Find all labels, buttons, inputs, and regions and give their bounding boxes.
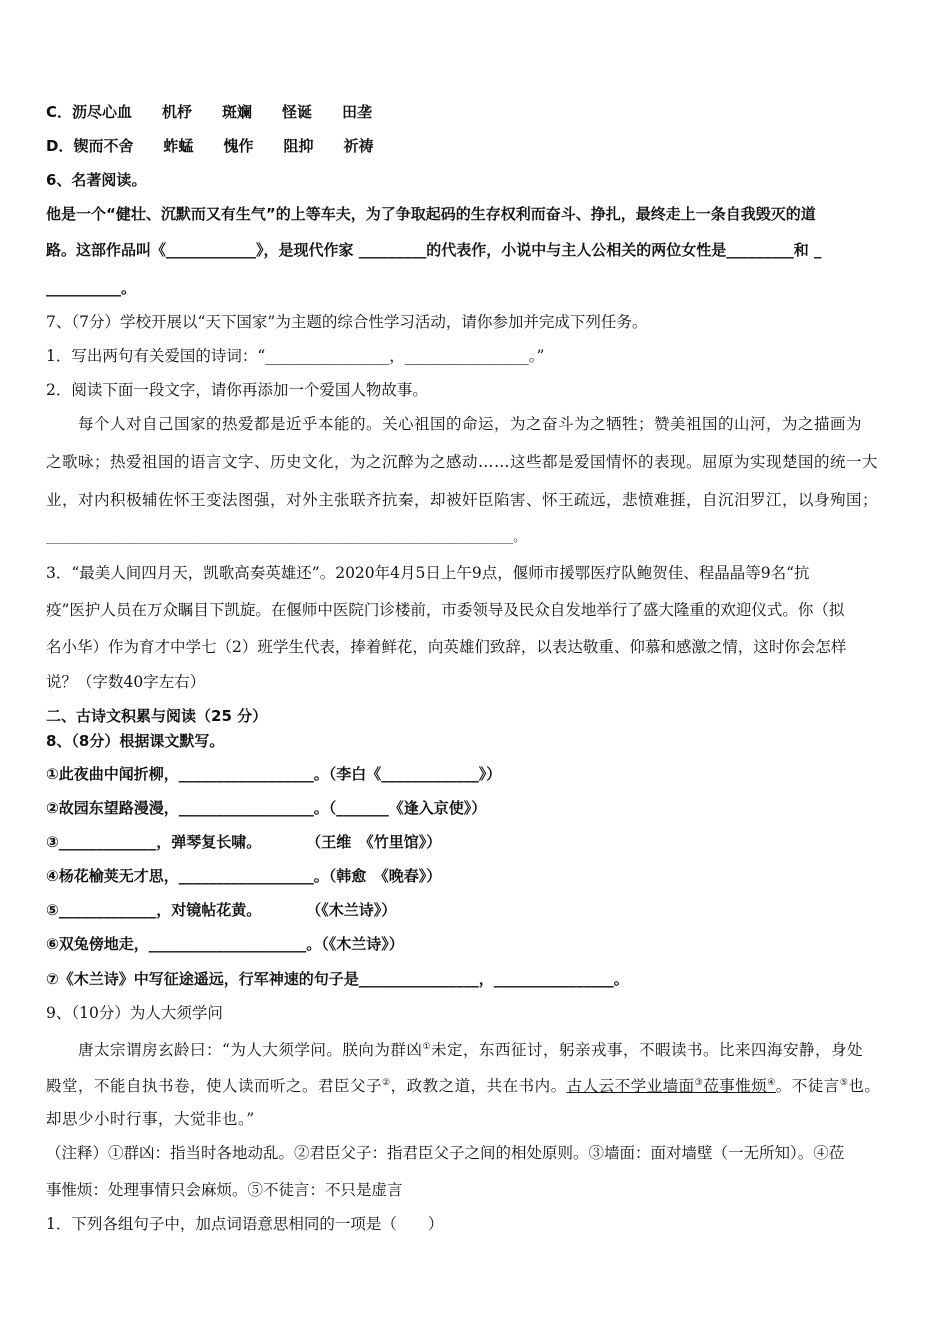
question-9-title: 9、（10分）为人大须学问 (46, 1004, 223, 1022)
recite-line-3: ③_____________，弹琴复长啸。 （王维 《竹里馆》） (46, 833, 442, 851)
annotation-line: 事惟烦：处理事情只会麻烦。⑤不徒言：不只是虚言 (46, 1181, 403, 1199)
text: 古人云不学业墙面 (566, 1077, 695, 1096)
question-7-3: 说？（字数40字左右） (46, 673, 206, 691)
section-2-heading: 二、古诗文积累与阅读（25 分） (46, 707, 268, 725)
recite-line-6: ⑥双兔傍地走，_____________________。（《木兰诗》） (46, 935, 404, 953)
underlined-sentence (567, 1077, 776, 1095)
text: 莅事惟烦 (703, 1077, 768, 1096)
classical-text-line: 却思少小时行事，大觉非也。” (46, 1110, 255, 1128)
classical-text-line (46, 1073, 880, 1096)
question-6-title: 6、名著阅读。 (46, 171, 147, 189)
answer-blank: ____________________________________________________________________________。 (46, 530, 526, 544)
question-7-3: 疫”医护人员在万众瞩目下凯旋。在偃师中医院门诊楼前，市委领导及民众自发地举行了盛大隆重的欢迎仪式。你（拟 (46, 601, 845, 619)
passage-line: 每个人对自己国家的热爱都是近乎本能的。关心祖国的命运，为之奋斗为之牺牲；赞美祖国的山河，为之描画为 (78, 415, 863, 433)
recite-line-2: ②故园东望路漫漫，__________________。（_______《逢入京使》） (46, 799, 487, 817)
recite-line-4: ④杨花榆荚无才思，__________________。（韩愈 《晚春》） (46, 867, 442, 885)
classical-text-line (78, 1037, 863, 1060)
option-c: C．沥尽心血 机杼 斑斓 怪诞 田垄 (46, 103, 373, 121)
text: 唐太宗谓房玄龄曰：“为人大须学问。朕向为群凶 (78, 1041, 423, 1060)
text: ，政教之道，共在书内。 (390, 1077, 567, 1096)
footnote-mark: ② (382, 1078, 391, 1088)
recite-line-5: ⑤_____________，对镜帖花黄。 （《木兰诗》） (46, 901, 397, 919)
question-7-2: 2．阅读下面一段文字，请你再添加一个爱国人物故事。 (46, 381, 428, 399)
question-8-title: 8、（8分）根据课文默写。 (46, 732, 225, 750)
question-6-text: __________。 (46, 279, 137, 297)
question-6-text: 他是一个“健壮、沉默而又有生气”的上等车夫，为了争取起码的生存权利而奋斗、挣扎，最终走上一条自我毁灭的道 (46, 205, 816, 223)
option-d: D．锲而不舍 蚱蜢 愧作 阻抑 祈祷 (46, 137, 374, 155)
question-7-3: 3．“最美人间四月天，凯歌高奏英雄还”。2020年4月5日上午9点，偃师市援鄂医疗队鲍贺佳、程晶晶等9名“抗 (46, 564, 810, 582)
footnote-mark: ③ (694, 1078, 704, 1088)
question-9-1: 1．下列各组句子中，加点词语意思相同的一项是（ ） (46, 1215, 444, 1233)
annotation-line: （注释）①群凶：指当时各地动乱。②君臣父子：指君臣父子之间的相处原则。③墙面：面对墙壁（一无所知）。④莅 (46, 1144, 845, 1162)
passage-line: 业，对内积极辅佐怀王变法图强，对外主张联齐抗秦，却被奸臣陷害、怀王疏远，悲愤难捱，自沉汨罗江，以身殉国； (46, 491, 879, 509)
text: 也。 (848, 1077, 881, 1096)
footnote-mark: ⑤ (839, 1078, 849, 1088)
question-7-title: 7、（7分）学校开展以“天下国家”为主题的综合性学习活动，请你参加并完成下列任务。 (46, 313, 648, 331)
text: 未定，东西征讨，躬亲戎事，不暇读书。比来四海安静，身处 (431, 1041, 864, 1060)
question-7-3: 名小华）作为育才中学七（2）班学生代表，捧着鲜花，向英雄们致辞，以表达敬重、仰慕和感激之情，这时你会怎样 (46, 638, 847, 656)
question-7-1: 1．写出两句有关爱国的诗词：“________________，________________。” (46, 347, 545, 365)
footnote-mark: ④ (767, 1078, 776, 1088)
question-6-text: 路。这部作品叫《____________》，是现代作家 _________的代表作，小说中与主人公相关的两位女性是_________和 _ (46, 241, 822, 259)
text: 。不徒言 (775, 1077, 840, 1096)
recite-line-7: ⑦《木兰诗》中写征途遥远，行军神速的句子是________________，________________。 (46, 970, 629, 988)
passage-line: 之歌咏；热爱祖国的语言文字、历史文化，为之沉醉为之感动……这些都是爱国情怀的表现。屈原为实现楚国的统一大 (46, 453, 879, 471)
text: 殿堂，不能自执书卷，使人读而听之。君臣父子 (46, 1077, 383, 1096)
footnote-mark: ① (422, 1042, 432, 1052)
recite-line-1: ①此夜曲中闻折柳，__________________。（李白《_____________》） (46, 765, 502, 783)
